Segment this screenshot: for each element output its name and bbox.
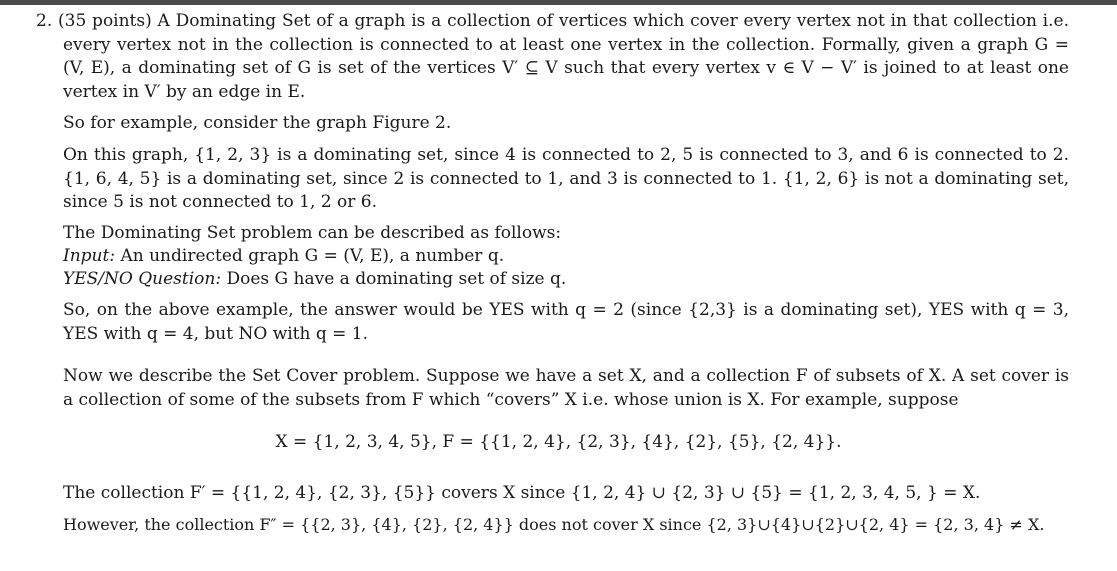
cover-example: The collection F′ = {{1, 2, 4}, {2, 3}, {5}} covers X since {1, 2, 4} ∪ {2, 3} ∪ {5} = {1, 2, 3, 4, 5, } = X. <box>63 483 981 503</box>
example-intro: So for example, consider the graph Figure 2. <box>63 113 452 133</box>
problem-intro-text: (35 points) A Dominating Set of a graph is a collection of vertices which cover every vertex not in that collection i.e. every vertex not in the collection is connected to at least one vertex in the collection. Formally, given a graph G = (V, E), a dominating set of G is set of the vertices V′ ⊆ V such that every vertex v ∈ V − V′ is joined to at least one vertex in V′ by an edge in E. <box>58 11 1069 102</box>
problem-intro <box>36 10 1069 104</box>
question-text: Does G have a dominating set of size q. <box>226 269 567 289</box>
set-cover-intro: Now we describe the Set Cover problem. Suppose we have a set X, and a collection F of subsets of X. A set cover is a collection of some of the subsets from F which “covers” X i.e. whose union is X. For example, suppose <box>63 366 1069 410</box>
answers-paragraph: So, on the above example, the answer would be YES with q = 2 (since {2,3} is a dominating set), YES with q = 3, YES with q = 4, but NO with q = 1. <box>63 300 1069 344</box>
ds-problem-input <box>63 245 1069 269</box>
input-label: Input: <box>63 246 116 266</box>
set-equation: X = {1, 2, 3, 4, 5}, F = {{1, 2, 4}, {2, 3}, {4}, {2}, {5}, {2, 4}}. <box>275 432 842 452</box>
ds-problem-question <box>63 268 1069 292</box>
top-border <box>0 0 1117 5</box>
example-explanation: On this graph, {1, 2, 3} is a dominating set, since 4 is connected to 2, 5 is connected to 3, and 6 is connected to 2. {1, 6, 4, 5} is a dominating set, since 2 is connected to 1, and 3 is connected to 1. {1, 2, 6} is not a dominating set, since 5 is not connected to 1, 2 or 6. <box>63 145 1069 212</box>
question-label: YES/NO Question: <box>63 269 222 289</box>
ds-problem-description: The Dominating Set problem can be described as follows: <box>63 223 562 243</box>
input-text: An undirected graph G = (V, E), a number q. <box>120 246 505 266</box>
problem-number: 2. <box>36 11 53 31</box>
noncover-example: However, the collection F″ = {{2, 3}, {4}, {2}, {2, 4}} does not cover X since {2, 3}∪{4}∪{2}∪{2, 4} = {2, 3, 4} ≠ X. <box>63 515 1045 534</box>
